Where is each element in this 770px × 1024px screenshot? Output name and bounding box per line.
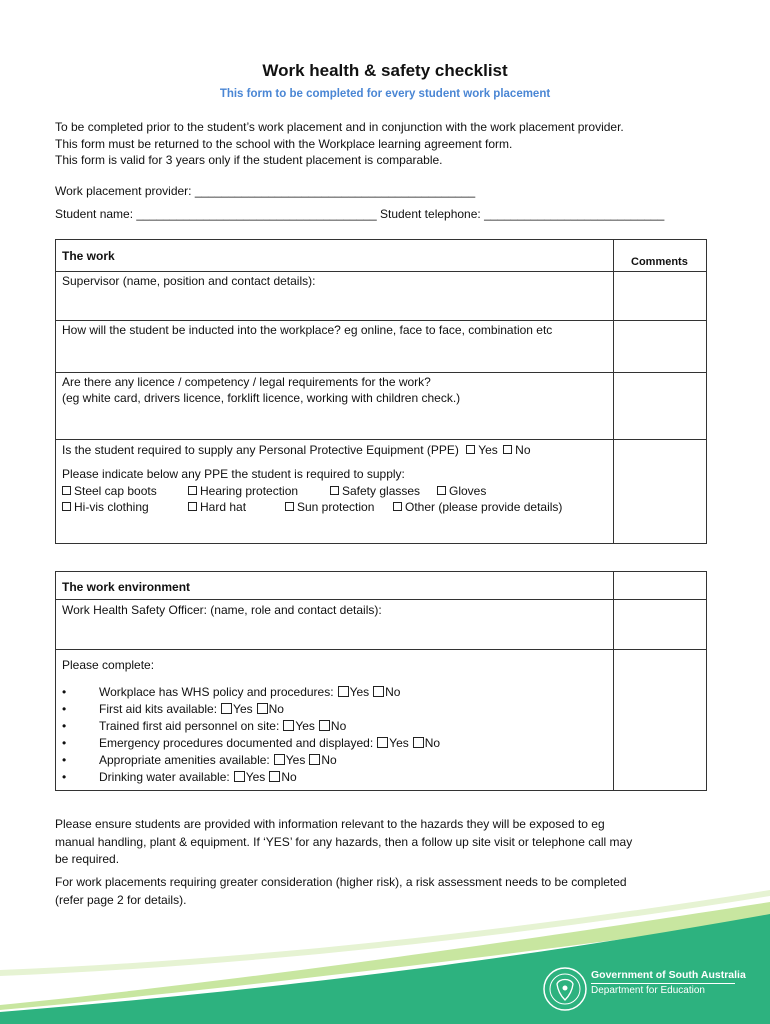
ppe-checkbox[interactable]	[62, 502, 71, 511]
ppe-no-label: No	[515, 443, 531, 457]
ppe-yes-label: Yes	[478, 443, 498, 457]
ppe-checkbox[interactable]	[188, 502, 197, 511]
footer-wave-graphic	[0, 890, 770, 1024]
paragraph-line: For work placements requiring greater consideration (higher risk), a risk assessment needs to be completed	[55, 875, 627, 889]
ppe-item[interactable]	[330, 484, 420, 498]
yes-checkbox[interactable]	[274, 754, 285, 765]
ppe-item-label: Hi-vis clothing	[74, 500, 149, 514]
ppe-item[interactable]	[62, 484, 157, 498]
ppe-item-label: Other (please provide details)	[405, 500, 563, 514]
government-crest-icon	[542, 966, 588, 1012]
ppe-item[interactable]	[62, 500, 149, 514]
yes-label: Yes	[285, 753, 306, 767]
list-item: • Drinking water available: Yes No	[62, 770, 297, 784]
no-checkbox[interactable]	[257, 703, 268, 714]
hazards-paragraph	[55, 816, 632, 869]
work-heading: The work	[62, 249, 115, 263]
item-label: First aid kits available:	[99, 702, 218, 716]
ppe-indicate: Please indicate below any PPE the student is required to supply:	[62, 467, 405, 481]
officer-label: Work Health Safety Officer: (name, role and contact details):	[62, 603, 382, 617]
provider-field[interactable]: Work placement provider: __________________________________________	[55, 184, 476, 198]
licence-question: Are there any licence / competency / legal requirements for the work?	[62, 375, 431, 389]
no-checkbox[interactable]	[319, 720, 330, 731]
yes-label: Yes	[245, 770, 266, 784]
paragraph-line: manual handling, plant & equipment. If ‘YES’ for any hazards, then a follow up site visit or telephone call may	[55, 834, 633, 849]
ppe-item-label: Gloves	[449, 484, 487, 498]
item-label: Drinking water available:	[99, 770, 230, 784]
footer-gov: Government of South Australia	[591, 969, 746, 981]
please-complete: Please complete:	[62, 658, 155, 672]
item-label: Emergency procedures documented and displayed:	[99, 736, 374, 750]
list-item: • First aid kits available: Yes No	[62, 702, 284, 716]
ppe-checkbox[interactable]	[188, 486, 197, 495]
intro-line: This form must be returned to the school with the Workplace learning agreement form.	[55, 136, 513, 151]
ppe-item[interactable]	[285, 500, 374, 514]
page-title: Work health & safety checklist	[262, 61, 508, 80]
list-item: • Workplace has WHS policy and procedures: Yes No	[62, 685, 401, 699]
paragraph-line: (refer page 2 for details).	[55, 892, 187, 907]
no-checkbox[interactable]	[309, 754, 320, 765]
intro-line: This form is valid for 3 years only if the student placement is comparable.	[55, 153, 443, 167]
yes-checkbox[interactable]	[338, 686, 349, 697]
ppe-item[interactable]	[188, 484, 298, 498]
ppe-checkbox[interactable]	[437, 486, 446, 495]
item-label: Appropriate amenities available:	[99, 753, 270, 767]
footer-dept: Department for Education	[591, 985, 705, 996]
ppe-checkbox[interactable]	[330, 486, 339, 495]
ppe-question	[62, 443, 531, 457]
no-checkbox[interactable]	[269, 771, 280, 782]
ppe-item[interactable]	[393, 500, 562, 514]
comments-heading: Comments	[631, 256, 688, 268]
no-label: No	[281, 770, 297, 784]
ppe-item-label: Sun protection	[297, 500, 375, 514]
ppe-checkbox[interactable]	[393, 502, 402, 511]
ppe-item-label: Steel cap boots	[74, 484, 157, 498]
no-label: No	[330, 719, 347, 733]
list-item: • Emergency procedures documented and displayed: Yes No	[62, 736, 441, 750]
ppe-item-label: Safety glasses	[342, 484, 421, 498]
environment-heading: The work environment	[62, 580, 191, 594]
no-label: No	[424, 736, 441, 750]
ppe-item[interactable]	[437, 484, 486, 498]
yes-label: Yes	[295, 719, 315, 733]
environment-checklist	[62, 684, 440, 786]
no-label: No	[385, 685, 401, 699]
list-item: • Appropriate amenities available: Yes No	[62, 753, 337, 767]
no-label: No	[268, 702, 284, 716]
ppe-item-label: Hearing protection	[200, 484, 299, 498]
student-field[interactable]: Student name: ____________________________________ Student telephone: ___________________________	[55, 207, 665, 221]
ppe-checkbox[interactable]	[285, 502, 294, 511]
yes-label: Yes	[349, 685, 370, 699]
list-item: • Trained first aid personnel on site: Yes No	[62, 719, 347, 733]
supervisor-label: Supervisor (name, position and contact details):	[62, 274, 316, 288]
ppe-yes-checkbox[interactable]	[466, 445, 475, 454]
yes-checkbox[interactable]	[377, 737, 388, 748]
ppe-question-text: Is the student required to supply any Personal Protective Equipment (PPE)	[62, 443, 459, 457]
item-label: Trained first aid personnel on site:	[99, 719, 280, 733]
intro-line: To be completed prior to the student’s work placement and in conjunction with the work placement provider.	[55, 120, 624, 134]
paragraph-line: Please ensure students are provided with information relevant to the hazards they will be exposed to eg	[55, 817, 605, 831]
no-checkbox[interactable]	[413, 737, 424, 748]
induction-label: How will the student be inducted into the workplace? eg online, face to face, combination etc	[62, 323, 553, 337]
licence-examples: (eg white card, drivers licence, forklift licence, working with children check.)	[62, 391, 461, 405]
no-label: No	[321, 753, 337, 767]
item-label: Workplace has WHS policy and procedures:	[99, 685, 334, 699]
no-checkbox[interactable]	[373, 686, 384, 697]
page-subtitle: This form to be completed for every student work placement	[219, 88, 551, 100]
paragraph-line: be required.	[55, 852, 120, 866]
ppe-item[interactable]	[188, 500, 246, 514]
ppe-no-checkbox[interactable]	[503, 445, 512, 454]
ppe-item-label: Hard hat	[200, 500, 247, 514]
ppe-checkbox[interactable]	[62, 486, 71, 495]
yes-label: Yes	[389, 736, 409, 750]
yes-checkbox[interactable]	[221, 703, 232, 714]
yes-label: Yes	[233, 702, 253, 716]
yes-checkbox[interactable]	[234, 771, 245, 782]
yes-checkbox[interactable]	[283, 720, 294, 731]
intro-text	[55, 119, 624, 169]
